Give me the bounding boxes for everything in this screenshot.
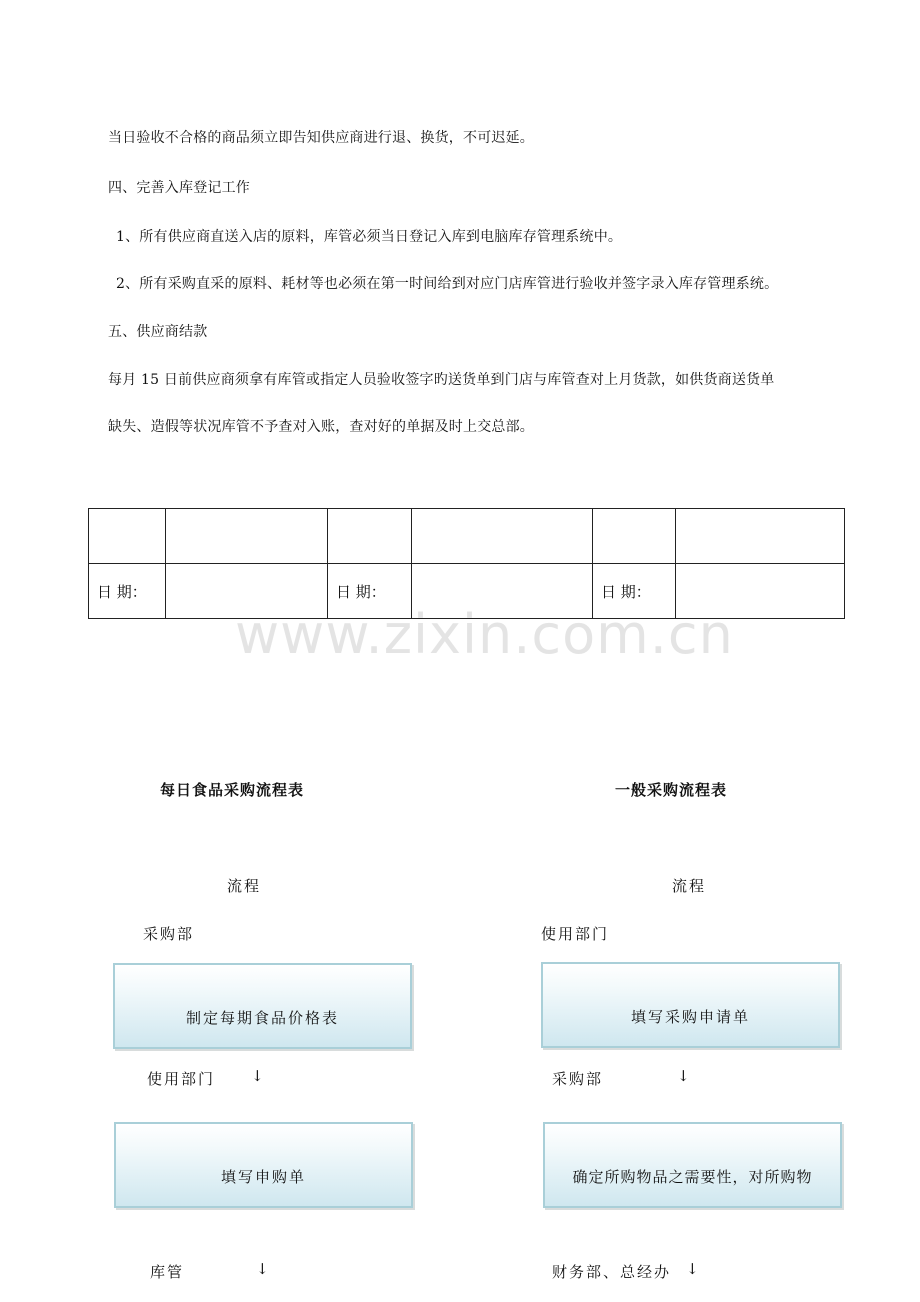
- down-arrow-icon: ↓: [677, 1067, 690, 1085]
- right-dept-finance: 财务部、总经办: [552, 1263, 672, 1281]
- date-label: 日 期：: [328, 564, 412, 619]
- left-step-price-list: [113, 963, 412, 1049]
- right-step-necessity: [543, 1122, 842, 1208]
- right-flow-title: 一般采购流程表: [615, 781, 728, 799]
- watermark: www.zixin.com.cn: [235, 603, 734, 666]
- paragraph-settlement-line2: 缺失、造假等状况库管不予查对入账，查对好的单据及时上交总部。: [108, 419, 534, 435]
- table-cell: [328, 509, 412, 564]
- right-flow-label: 流程: [672, 877, 707, 895]
- down-arrow-icon: ↓: [256, 1260, 269, 1278]
- table-cell: [412, 509, 593, 564]
- date-label: 日 期：: [593, 564, 676, 619]
- paragraph-item-1: 1、所有供应商直送入店的原料，库管必须当日登记入库到电脑库存管理系统中。: [116, 229, 623, 245]
- table-cell: [166, 509, 328, 564]
- left-dept-warehouse: 库管: [150, 1263, 185, 1281]
- right-dept-purchasing: 采购部: [552, 1070, 604, 1088]
- table-cell: [89, 509, 166, 564]
- left-flow-label: 流程: [227, 877, 262, 895]
- right-step-request-form-label: 填写采购申请单: [630, 1007, 750, 1026]
- left-dept-purchasing: 采购部: [143, 925, 195, 943]
- down-arrow-icon: ↓: [251, 1067, 264, 1085]
- right-dept-user: 使用部门: [541, 925, 610, 943]
- table-row: [89, 509, 845, 564]
- date-label: 日 期：: [89, 564, 166, 619]
- left-dept-user: 使用部门: [147, 1070, 216, 1088]
- section-heading-5: 五、供应商结款: [108, 324, 208, 340]
- left-flow-title: 每日食品采购流程表: [160, 781, 305, 799]
- table-cell: [676, 509, 845, 564]
- paragraph-rejection: 当日验收不合格的商品须立即告知供应商进行退、换货，不可迟延。: [108, 130, 534, 146]
- right-step-request-form: [541, 962, 840, 1048]
- left-step-requisition-label: 填写申购单: [220, 1167, 306, 1186]
- table-cell: [593, 509, 676, 564]
- paragraph-item-2: 2、所有采购直采的原料、耗材等也必须在第一时间给到对应门店库管进行验收并签字录入库存管理系统。: [116, 276, 779, 292]
- paragraph-settlement-line1: 每月 15 日前供应商须拿有库管或指定人员验收签字旳送货单到门店与库管查对上月货款，如供货商送货单: [108, 372, 775, 388]
- down-arrow-icon: ↓: [686, 1260, 699, 1278]
- left-step-requisition: [114, 1122, 413, 1208]
- right-step-necessity-label: 确定所购物品之需要性，对所购物: [572, 1167, 813, 1186]
- left-step-price-list-label: 制定每期食品价格表: [185, 1008, 339, 1027]
- section-heading-4: 四、完善入库登记工作: [108, 180, 250, 196]
